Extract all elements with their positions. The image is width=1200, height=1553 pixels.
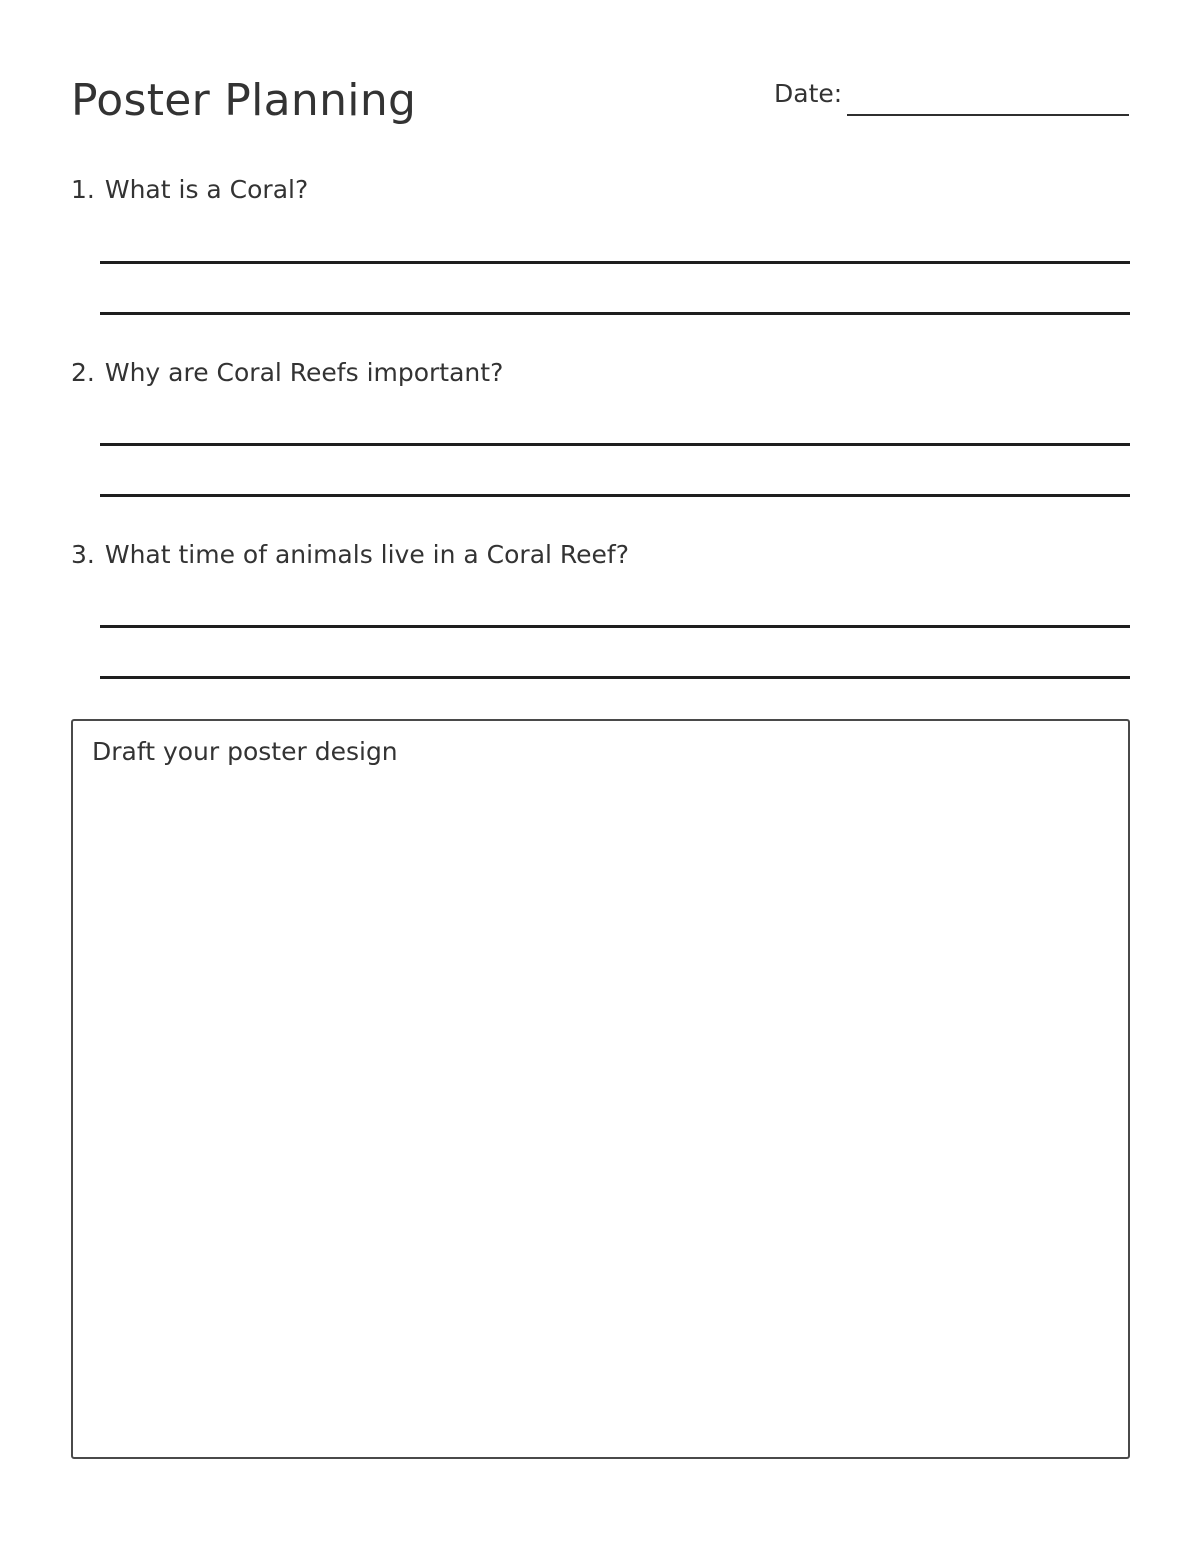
question-text: Why are Coral Reefs important? — [104, 358, 504, 387]
question-text: What is a Coral? — [104, 175, 309, 204]
answer-line-2a[interactable] — [100, 443, 1130, 446]
page-title: Poster Planning — [71, 75, 417, 126]
answer-line-3b[interactable] — [100, 676, 1130, 679]
question-number: 1. — [71, 175, 95, 204]
draft-design-box[interactable] — [71, 719, 1130, 1459]
question-2 — [71, 357, 503, 389]
question-1 — [71, 174, 308, 206]
question-text: What time of animals live in a Coral Reef? — [104, 540, 630, 569]
date-label: Date: — [774, 79, 843, 108]
answer-line-2b[interactable] — [100, 494, 1130, 497]
question-3 — [71, 539, 629, 571]
draft-label: Draft your poster design — [92, 737, 398, 766]
answer-line-1b[interactable] — [100, 312, 1130, 315]
date-input-line[interactable] — [847, 114, 1129, 116]
answer-line-3a[interactable] — [100, 625, 1130, 628]
question-number: 3. — [71, 540, 95, 569]
question-number: 2. — [71, 358, 95, 387]
answer-line-1a[interactable] — [100, 261, 1130, 264]
